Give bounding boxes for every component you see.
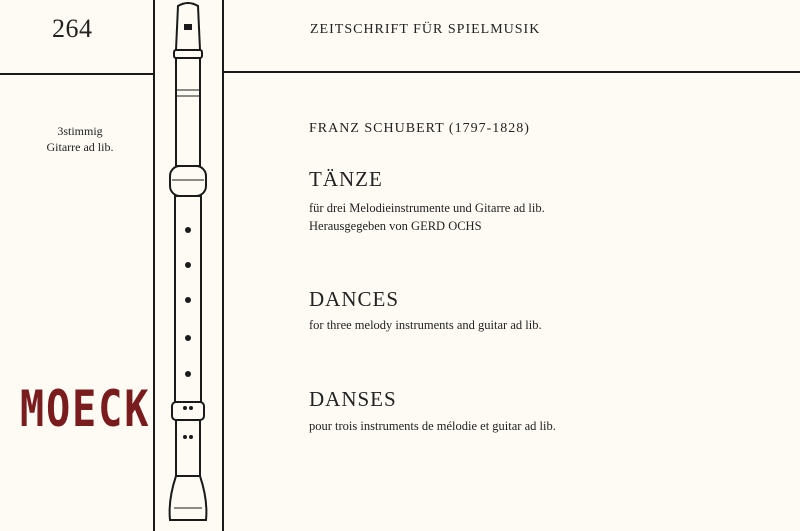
header-rule-left [0, 73, 154, 75]
subtitle-english: for three melody instruments and guitar ad lib. [309, 318, 542, 332]
voicing-line: 3stimmig [57, 124, 103, 138]
voicing-note [20, 123, 140, 155]
title-french: DANSES [309, 387, 397, 411]
composer-line: FRANZ SCHUBERT (1797-1828) [309, 121, 530, 136]
left-column-divider [153, 0, 155, 531]
issue-number: 264 [52, 14, 93, 43]
title-english: DANCES [309, 287, 400, 311]
subtitle-french: pour trois instruments de mélodie et guitar ad lib. [309, 419, 556, 433]
right-column-divider [222, 0, 224, 531]
header-rule-right [222, 71, 800, 73]
voicing-line: Gitarre ad lib. [46, 140, 114, 154]
recorder-icon [160, 0, 220, 531]
series-title: ZEITSCHRIFT FÜR SPIELMUSIK [310, 22, 541, 37]
editor-credit: Herausgegeben von GERD OCHS [309, 219, 482, 233]
publisher-logo: MOECK [20, 381, 151, 439]
subtitle-german: für drei Melodieinstrumente und Gitarre ad lib. [309, 201, 545, 215]
title-german: TÄNZE [309, 167, 383, 191]
